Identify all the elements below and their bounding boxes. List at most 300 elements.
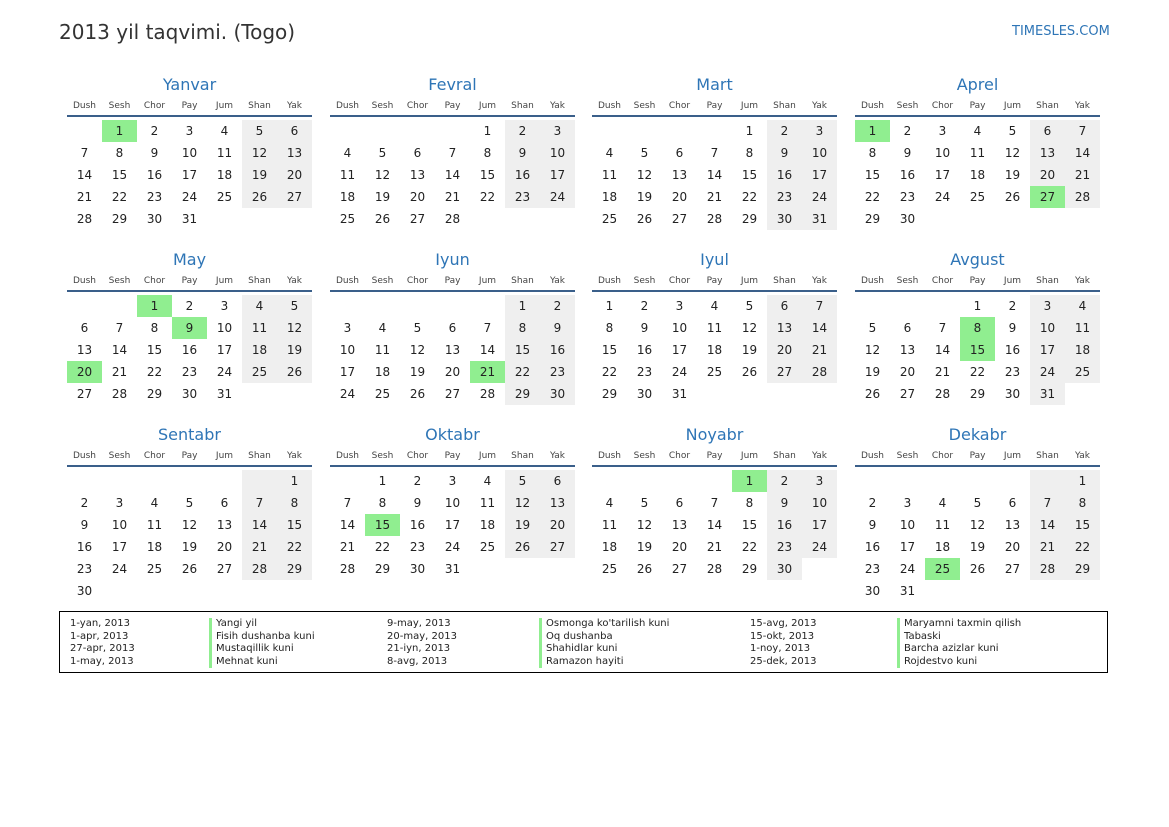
day-cell: 30 bbox=[181, 387, 198, 401]
day-cell: 27 bbox=[671, 212, 688, 226]
day-cell: 16 bbox=[181, 343, 198, 357]
month-aprel bbox=[855, 75, 1100, 230]
day-cell: 6 bbox=[220, 496, 229, 510]
day-cell: 19 bbox=[242, 164, 277, 186]
empty-cell bbox=[855, 295, 890, 317]
weekday-header bbox=[330, 97, 575, 117]
day-cell: 2 bbox=[767, 470, 802, 492]
legend-date-column bbox=[70, 618, 135, 668]
day-grid bbox=[67, 120, 312, 230]
holiday-day-cell: 27 bbox=[1030, 186, 1065, 208]
day-cell: 17 bbox=[111, 540, 128, 554]
day-cell: 12 bbox=[741, 321, 758, 335]
day-cell: 3 bbox=[938, 124, 947, 138]
month-name: Dekabr bbox=[948, 425, 1007, 444]
holiday-day-cell: 21 bbox=[470, 361, 505, 383]
day-cell: 15 bbox=[479, 168, 496, 182]
day-cell: 7 bbox=[802, 295, 837, 317]
empty-cell bbox=[242, 470, 277, 492]
day-cell: 29 bbox=[374, 562, 391, 576]
month-avgust bbox=[855, 250, 1100, 405]
day-cell: 29 bbox=[146, 387, 163, 401]
day-cell: 20 bbox=[409, 190, 426, 204]
day-cell: 16 bbox=[146, 168, 163, 182]
day-cell: 28 bbox=[802, 361, 837, 383]
day-grid bbox=[330, 295, 575, 405]
weekday-label: Pay bbox=[444, 101, 461, 111]
day-cell: 14 bbox=[1030, 514, 1065, 536]
day-cell: 8 bbox=[277, 492, 312, 514]
day-cell: 17 bbox=[899, 540, 916, 554]
day-cell: 19 bbox=[741, 343, 758, 357]
weekday-label: Sesh bbox=[896, 276, 919, 286]
day-cell: 31 bbox=[1030, 383, 1065, 405]
day-cell: 4 bbox=[483, 474, 492, 488]
weekday-label: Jum bbox=[478, 451, 497, 461]
day-cell: 12 bbox=[1004, 146, 1021, 160]
day-cell: 26 bbox=[277, 361, 312, 383]
day-cell: 9 bbox=[1008, 321, 1017, 335]
day-cell: 3 bbox=[1030, 295, 1065, 317]
day-cell: 13 bbox=[767, 317, 802, 339]
day-cell: 11 bbox=[216, 146, 233, 160]
day-cell: 3 bbox=[540, 120, 575, 142]
day-cell: 30 bbox=[146, 212, 163, 226]
day-cell: 20 bbox=[444, 365, 461, 379]
day-cell: 14 bbox=[242, 514, 277, 536]
holiday-date: 25-dek, 2013 bbox=[750, 655, 817, 667]
day-cell: 19 bbox=[969, 540, 986, 554]
day-cell: 17 bbox=[444, 518, 461, 532]
day-cell: 15 bbox=[111, 168, 128, 182]
day-cell: 9 bbox=[505, 142, 540, 164]
day-cell: 23 bbox=[767, 186, 802, 208]
day-cell: 20 bbox=[540, 514, 575, 536]
day-cell: 12 bbox=[277, 317, 312, 339]
day-cell: 1 bbox=[745, 124, 754, 138]
month-name: Noyabr bbox=[685, 425, 744, 444]
day-cell: 13 bbox=[1030, 142, 1065, 164]
holiday-name: Maryamni taxmin qilish bbox=[897, 618, 1021, 631]
holiday-day-cell: 15 bbox=[960, 339, 995, 361]
day-cell: 20 bbox=[277, 164, 312, 186]
day-cell: 11 bbox=[339, 168, 356, 182]
weekday-label: Jum bbox=[1003, 451, 1022, 461]
day-cell: 26 bbox=[636, 562, 653, 576]
weekday-header bbox=[855, 272, 1100, 292]
holiday-date: 21-iyn, 2013 bbox=[387, 643, 451, 655]
day-cell: 25 bbox=[969, 190, 986, 204]
holiday-day-cell: 1 bbox=[855, 120, 890, 142]
day-cell: 8 bbox=[150, 321, 159, 335]
day-cell: 4 bbox=[710, 299, 719, 313]
day-cell: 6 bbox=[277, 120, 312, 142]
holiday-day-cell: 1 bbox=[732, 470, 767, 492]
holiday-date: 20-may, 2013 bbox=[387, 630, 457, 642]
holiday-day-cell: 8 bbox=[960, 317, 995, 339]
weekday-label: Dush bbox=[860, 101, 885, 111]
day-cell: 14 bbox=[1065, 142, 1100, 164]
day-cell: 5 bbox=[640, 496, 649, 510]
day-cell: 22 bbox=[1065, 536, 1100, 558]
day-cell: 31 bbox=[444, 562, 461, 576]
day-cell: 8 bbox=[605, 321, 614, 335]
day-cell: 12 bbox=[242, 142, 277, 164]
day-cell: 6 bbox=[413, 146, 422, 160]
day-cell: 28 bbox=[444, 212, 461, 226]
empty-cell bbox=[400, 295, 435, 317]
day-cell: 6 bbox=[540, 470, 575, 492]
day-cell: 29 bbox=[969, 387, 986, 401]
day-cell: 10 bbox=[802, 492, 837, 514]
day-cell: 17 bbox=[802, 164, 837, 186]
empty-cell bbox=[470, 295, 505, 317]
month-name: May bbox=[172, 250, 207, 269]
weekday-label: Shan bbox=[511, 276, 534, 286]
day-cell: 21 bbox=[1065, 164, 1100, 186]
day-cell: 26 bbox=[374, 212, 391, 226]
day-cell: 16 bbox=[767, 164, 802, 186]
day-cell: 12 bbox=[505, 492, 540, 514]
day-cell: 23 bbox=[899, 190, 916, 204]
month-iyun bbox=[330, 250, 575, 405]
day-cell: 6 bbox=[1008, 496, 1017, 510]
weekday-label: Chor bbox=[668, 101, 691, 111]
month-mart bbox=[592, 75, 837, 230]
weekday-label: Chor bbox=[931, 101, 954, 111]
holiday-name: Oq dushanba bbox=[539, 631, 669, 644]
day-cell: 30 bbox=[767, 558, 802, 580]
day-cell: 15 bbox=[601, 343, 618, 357]
empty-cell bbox=[102, 470, 137, 492]
day-cell: 31 bbox=[802, 208, 837, 230]
holiday-name: Rojdestvo kuni bbox=[897, 656, 1021, 669]
day-cell: 22 bbox=[479, 190, 496, 204]
day-cell: 1 bbox=[1065, 470, 1100, 492]
weekday-label: Chor bbox=[143, 101, 166, 111]
weekday-label: Shan bbox=[511, 451, 534, 461]
day-cell: 12 bbox=[409, 343, 426, 357]
day-cell: 24 bbox=[540, 186, 575, 208]
day-cell: 19 bbox=[864, 365, 881, 379]
day-cell: 23 bbox=[864, 562, 881, 576]
month-may bbox=[67, 250, 312, 405]
holiday-name: Yangi yil bbox=[209, 618, 315, 631]
day-cell: 20 bbox=[1030, 164, 1065, 186]
weekday-label: Jum bbox=[1003, 276, 1022, 286]
day-cell: 22 bbox=[505, 361, 540, 383]
day-cell: 25 bbox=[374, 387, 391, 401]
empty-cell bbox=[697, 120, 732, 142]
weekday-label: Shan bbox=[248, 276, 271, 286]
day-cell: 14 bbox=[76, 168, 93, 182]
site-link[interactable]: TIMESLES.COM bbox=[1012, 24, 1110, 39]
day-cell: 13 bbox=[671, 168, 688, 182]
day-cell: 10 bbox=[444, 496, 461, 510]
weekday-label: Chor bbox=[143, 276, 166, 286]
holiday-day-cell: 1 bbox=[102, 120, 137, 142]
day-cell: 21 bbox=[934, 365, 951, 379]
weekday-label: Dush bbox=[72, 101, 97, 111]
day-cell: 16 bbox=[767, 514, 802, 536]
weekday-label: Dush bbox=[860, 451, 885, 461]
month-name: Oktabr bbox=[425, 425, 480, 444]
day-cell: 24 bbox=[216, 365, 233, 379]
weekday-header bbox=[330, 447, 575, 467]
day-cell: 29 bbox=[111, 212, 128, 226]
day-cell: 1 bbox=[277, 470, 312, 492]
day-cell: 2 bbox=[540, 295, 575, 317]
holiday-date: 1-apr, 2013 bbox=[70, 630, 129, 642]
holiday-name: Tabaski bbox=[897, 631, 1021, 644]
day-cell: 3 bbox=[903, 496, 912, 510]
weekday-label: Sesh bbox=[896, 101, 919, 111]
day-cell: 28 bbox=[242, 558, 277, 580]
day-cell: 17 bbox=[339, 365, 356, 379]
day-cell: 24 bbox=[802, 536, 837, 558]
day-cell: 20 bbox=[899, 365, 916, 379]
day-cell: 1 bbox=[378, 474, 387, 488]
day-cell: 9 bbox=[413, 496, 422, 510]
day-cell: 5 bbox=[413, 321, 422, 335]
day-grid bbox=[67, 295, 312, 405]
weekday-label: Pay bbox=[181, 451, 198, 461]
day-cell: 29 bbox=[277, 558, 312, 580]
weekday-label: Sesh bbox=[108, 101, 131, 111]
holiday-name: Fisih dushanba kuni bbox=[209, 631, 315, 644]
day-cell: 23 bbox=[146, 190, 163, 204]
day-cell: 24 bbox=[899, 562, 916, 576]
day-cell: 17 bbox=[216, 343, 233, 357]
day-cell: 26 bbox=[181, 562, 198, 576]
day-cell: 27 bbox=[216, 562, 233, 576]
weekday-label: Jum bbox=[478, 276, 497, 286]
day-cell: 25 bbox=[242, 361, 277, 383]
day-cell: 10 bbox=[339, 343, 356, 357]
weekday-label: Jum bbox=[1003, 101, 1022, 111]
weekday-label: Yak bbox=[1075, 451, 1090, 461]
day-cell: 5 bbox=[277, 295, 312, 317]
day-cell: 1 bbox=[483, 124, 492, 138]
day-cell: 27 bbox=[76, 387, 93, 401]
day-cell: 19 bbox=[181, 540, 198, 554]
weekday-label: Dush bbox=[597, 101, 622, 111]
empty-cell bbox=[330, 470, 365, 492]
day-cell: 28 bbox=[111, 387, 128, 401]
day-cell: 15 bbox=[1065, 514, 1100, 536]
weekday-label: Jum bbox=[740, 101, 759, 111]
day-cell: 30 bbox=[864, 584, 881, 598]
day-cell: 11 bbox=[601, 168, 618, 182]
day-cell: 11 bbox=[601, 518, 618, 532]
day-cell: 3 bbox=[802, 120, 837, 142]
day-cell: 21 bbox=[111, 365, 128, 379]
day-cell: 8 bbox=[378, 496, 387, 510]
weekday-label: Dush bbox=[72, 451, 97, 461]
day-cell: 25 bbox=[601, 562, 618, 576]
weekday-label: Sesh bbox=[633, 101, 656, 111]
weekday-label: Shan bbox=[773, 451, 796, 461]
weekday-label: Chor bbox=[143, 451, 166, 461]
day-cell: 26 bbox=[1004, 190, 1021, 204]
day-cell: 5 bbox=[868, 321, 877, 335]
day-cell: 14 bbox=[706, 518, 723, 532]
day-cell: 23 bbox=[1004, 365, 1021, 379]
empty-cell bbox=[172, 470, 207, 492]
day-cell: 30 bbox=[409, 562, 426, 576]
weekday-label: Yak bbox=[550, 276, 565, 286]
day-cell: 13 bbox=[899, 343, 916, 357]
day-cell: 24 bbox=[671, 365, 688, 379]
month-name: Aprel bbox=[956, 75, 999, 94]
day-cell: 17 bbox=[181, 168, 198, 182]
day-grid bbox=[592, 470, 837, 580]
day-cell: 7 bbox=[448, 146, 457, 160]
day-cell: 7 bbox=[710, 496, 719, 510]
day-cell: 8 bbox=[745, 146, 754, 160]
empty-cell bbox=[627, 470, 662, 492]
day-cell: 4 bbox=[150, 496, 159, 510]
day-cell: 3 bbox=[802, 470, 837, 492]
day-cell: 6 bbox=[767, 295, 802, 317]
weekday-label: Yak bbox=[550, 101, 565, 111]
day-cell: 14 bbox=[339, 518, 356, 532]
day-cell: 27 bbox=[444, 387, 461, 401]
day-cell: 24 bbox=[111, 562, 128, 576]
holiday-day-cell: 9 bbox=[172, 317, 207, 339]
day-cell: 4 bbox=[605, 146, 614, 160]
empty-cell bbox=[592, 470, 627, 492]
day-cell: 22 bbox=[111, 190, 128, 204]
weekday-label: Chor bbox=[406, 451, 429, 461]
day-cell: 14 bbox=[111, 343, 128, 357]
day-cell: 13 bbox=[1004, 518, 1021, 532]
day-cell: 23 bbox=[636, 365, 653, 379]
day-cell: 4 bbox=[242, 295, 277, 317]
day-cell: 6 bbox=[1030, 120, 1065, 142]
day-grid bbox=[855, 120, 1100, 230]
day-cell: 30 bbox=[636, 387, 653, 401]
weekday-label: Shan bbox=[1036, 451, 1059, 461]
weekday-label: Dush bbox=[335, 276, 360, 286]
empty-cell bbox=[435, 295, 470, 317]
weekday-label: Jum bbox=[740, 451, 759, 461]
day-cell: 5 bbox=[640, 146, 649, 160]
month-sentabr bbox=[67, 425, 312, 602]
day-cell: 1 bbox=[973, 299, 982, 313]
weekday-label: Sesh bbox=[108, 276, 131, 286]
day-cell: 29 bbox=[864, 212, 881, 226]
day-cell: 10 bbox=[111, 518, 128, 532]
day-cell: 11 bbox=[242, 317, 277, 339]
day-cell: 14 bbox=[444, 168, 461, 182]
day-cell: 20 bbox=[216, 540, 233, 554]
weekday-label: Pay bbox=[706, 101, 723, 111]
day-cell: 23 bbox=[767, 536, 802, 558]
day-cell: 30 bbox=[540, 383, 575, 405]
day-cell: 4 bbox=[1065, 295, 1100, 317]
day-cell: 26 bbox=[636, 212, 653, 226]
month-noyabr bbox=[592, 425, 837, 580]
weekday-label: Yak bbox=[287, 276, 302, 286]
day-cell: 4 bbox=[220, 124, 229, 138]
day-cell: 3 bbox=[675, 299, 684, 313]
empty-cell bbox=[890, 470, 925, 492]
day-cell: 2 bbox=[185, 299, 194, 313]
day-cell: 16 bbox=[1004, 343, 1021, 357]
day-grid bbox=[330, 120, 575, 230]
weekday-label: Chor bbox=[668, 451, 691, 461]
day-cell: 26 bbox=[505, 536, 540, 558]
day-cell: 12 bbox=[969, 518, 986, 532]
day-cell: 29 bbox=[601, 387, 618, 401]
day-cell: 15 bbox=[277, 514, 312, 536]
day-cell: 18 bbox=[969, 168, 986, 182]
day-cell: 12 bbox=[636, 518, 653, 532]
day-cell: 21 bbox=[242, 536, 277, 558]
day-cell: 19 bbox=[374, 190, 391, 204]
day-cell: 7 bbox=[1030, 492, 1065, 514]
day-cell: 4 bbox=[973, 124, 982, 138]
day-cell: 4 bbox=[938, 496, 947, 510]
weekday-header bbox=[592, 272, 837, 292]
day-cell: 27 bbox=[1004, 562, 1021, 576]
day-cell: 10 bbox=[181, 146, 198, 160]
day-cell: 31 bbox=[181, 212, 198, 226]
day-cell: 16 bbox=[409, 518, 426, 532]
day-cell: 25 bbox=[146, 562, 163, 576]
day-cell: 16 bbox=[540, 339, 575, 361]
day-cell: 15 bbox=[146, 343, 163, 357]
holiday-day-cell: 20 bbox=[67, 361, 102, 383]
day-cell: 6 bbox=[903, 321, 912, 335]
weekday-label: Dush bbox=[335, 101, 360, 111]
weekday-label: Shan bbox=[248, 101, 271, 111]
day-cell: 3 bbox=[185, 124, 194, 138]
month-name: Iyul bbox=[700, 250, 729, 269]
month-name: Sentabr bbox=[158, 425, 221, 444]
day-cell: 18 bbox=[601, 190, 618, 204]
day-grid bbox=[330, 470, 575, 580]
day-cell: 18 bbox=[216, 168, 233, 182]
day-cell: 31 bbox=[216, 387, 233, 401]
day-cell: 11 bbox=[479, 496, 496, 510]
empty-cell bbox=[995, 470, 1030, 492]
day-cell: 13 bbox=[671, 518, 688, 532]
day-cell: 15 bbox=[864, 168, 881, 182]
month-name: Avgust bbox=[950, 250, 1005, 269]
day-cell: 10 bbox=[802, 142, 837, 164]
day-cell: 25 bbox=[1065, 361, 1100, 383]
day-cell: 11 bbox=[706, 321, 723, 335]
day-cell: 15 bbox=[505, 339, 540, 361]
weekday-label: Pay bbox=[706, 451, 723, 461]
empty-cell bbox=[330, 295, 365, 317]
day-cell: 21 bbox=[706, 190, 723, 204]
day-cell: 12 bbox=[864, 343, 881, 357]
empty-cell bbox=[1030, 470, 1065, 492]
day-cell: 2 bbox=[903, 124, 912, 138]
holiday-date: 1-yan, 2013 bbox=[70, 618, 130, 629]
day-cell: 12 bbox=[636, 168, 653, 182]
day-cell: 29 bbox=[741, 212, 758, 226]
weekday-header bbox=[855, 97, 1100, 117]
weekday-label: Chor bbox=[931, 451, 954, 461]
day-cell: 19 bbox=[636, 540, 653, 554]
empty-cell bbox=[960, 470, 995, 492]
day-cell: 2 bbox=[1008, 299, 1017, 313]
day-cell: 7 bbox=[242, 492, 277, 514]
